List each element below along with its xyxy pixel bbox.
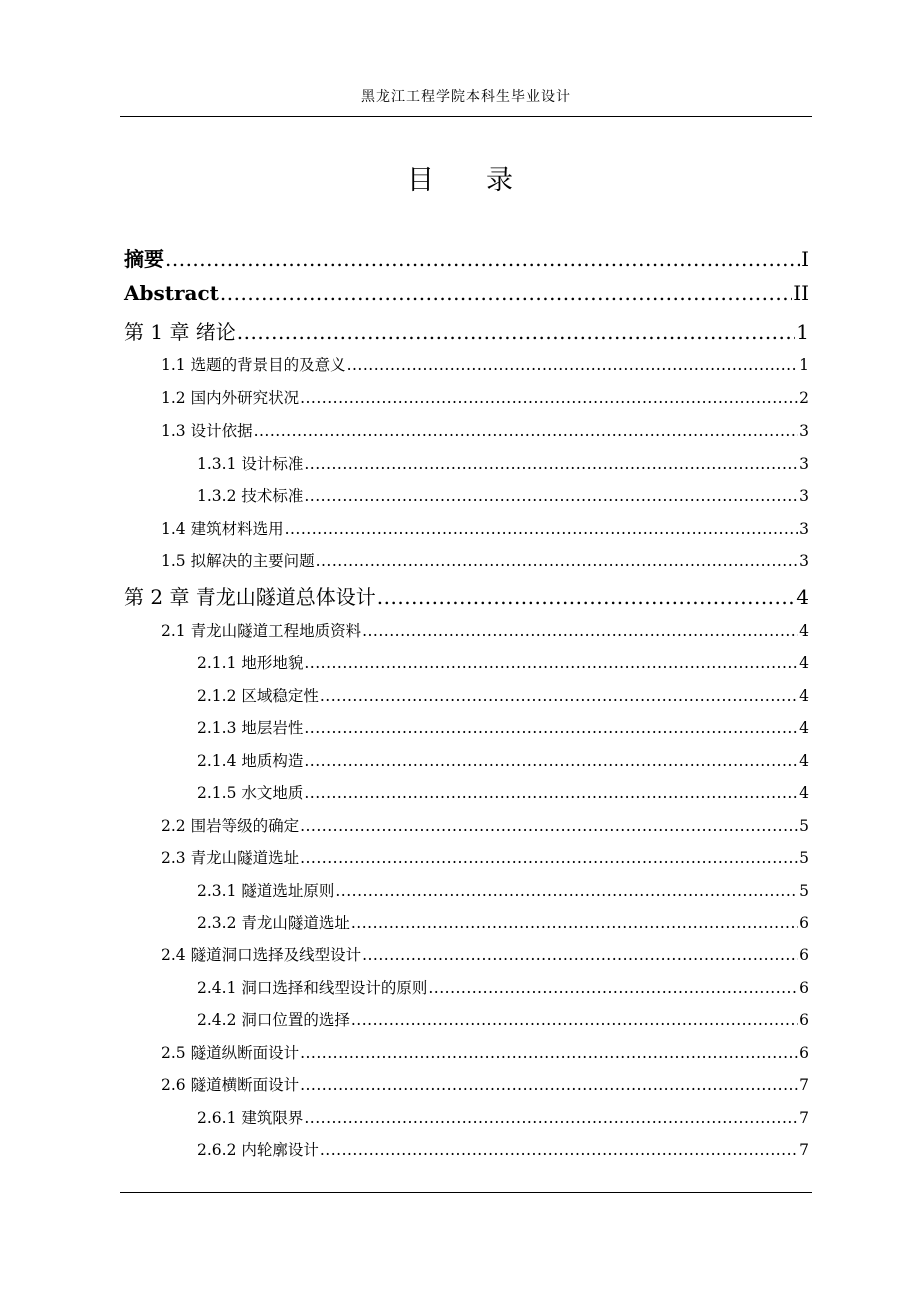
toc-leader (304, 455, 798, 473)
toc-page: 7 (799, 1076, 809, 1094)
toc-entry[interactable] (197, 976, 809, 998)
toc-page: 4 (799, 752, 809, 770)
toc-page: 7 (799, 1141, 809, 1159)
toc-leader (304, 719, 798, 737)
toc-page: 3 (799, 487, 809, 505)
toc-label: 1.2 国内外研究状况 (161, 389, 300, 407)
toc-leader (335, 882, 798, 900)
toc-entry[interactable] (161, 846, 809, 868)
toc-label: 2.1 青龙山隧道工程地质资料 (161, 622, 362, 640)
toc-label: 2.1.3 地层岩性 (197, 719, 304, 737)
toc-entry[interactable] (197, 452, 809, 474)
toc-entry[interactable] (161, 814, 809, 836)
toc-label: 2.3.2 青龙山隧道选址 (197, 914, 350, 932)
toc-leader (304, 752, 798, 770)
toc-entry[interactable] (197, 1106, 809, 1128)
toc-page: 3 (799, 520, 809, 538)
toc-page: I (801, 247, 809, 271)
toc-entry[interactable] (197, 781, 809, 803)
toc-page: 3 (799, 552, 809, 570)
toc-leader (300, 849, 798, 867)
toc-leader (304, 1109, 798, 1127)
toc-page: 6 (799, 979, 809, 997)
toc-leader (351, 914, 798, 932)
toc-entry[interactable] (197, 1008, 809, 1030)
toc-entry[interactable] (161, 353, 809, 375)
toc-leader (220, 281, 792, 305)
toc-leader (304, 487, 798, 505)
toc-leader (377, 585, 795, 609)
footer-rule (120, 1192, 812, 1193)
toc-page: 4 (799, 622, 809, 640)
toc-leader (351, 1011, 798, 1029)
toc-page: 5 (799, 817, 809, 835)
header-rule (120, 116, 812, 117)
toc-entry[interactable] (161, 943, 809, 965)
toc-leader (304, 784, 798, 802)
page-header: 黑龙江工程学院本科生毕业设计 (361, 89, 571, 105)
toc-label: 2.3 青龙山隧道选址 (161, 849, 300, 867)
toc-page: 4 (799, 687, 809, 705)
toc-page: 7 (799, 1109, 809, 1127)
title-char-1: 目 (407, 165, 434, 196)
toc-leader (254, 422, 799, 440)
toc-leader (300, 817, 798, 835)
toc-entry[interactable] (161, 517, 809, 539)
toc-label: 2.6 隧道横断面设计 (161, 1076, 300, 1094)
toc-label: 2.1.2 区域稳定性 (197, 687, 319, 705)
toc-leader (320, 1141, 798, 1159)
toc-label: 1.4 建筑材料选用 (161, 520, 284, 538)
toc-label: 2.4 隧道洞口选择及线型设计 (161, 946, 362, 964)
title-char-2: 录 (486, 165, 513, 196)
toc-page: 6 (799, 946, 809, 964)
toc-leader (428, 979, 798, 997)
toc-label: 2.1.4 地质构造 (197, 752, 304, 770)
toc-label: 第 2 章 青龙山隧道总体设计 (124, 585, 376, 609)
toc-entry[interactable] (124, 316, 809, 345)
toc-leader (316, 552, 799, 570)
toc-leader (300, 389, 798, 407)
toc-entry[interactable] (197, 651, 809, 673)
toc-page: 1 (799, 356, 809, 374)
toc-label: 1.3 设计依据 (161, 422, 253, 440)
toc-entry[interactable] (124, 243, 809, 272)
toc-entry[interactable] (161, 549, 809, 571)
toc-entry[interactable] (124, 281, 809, 305)
toc-label: 1.3.1 设计标准 (197, 455, 304, 473)
toc-label: 2.2 围岩等级的确定 (161, 817, 300, 835)
toc-entry[interactable] (197, 1138, 809, 1160)
toc-page: 4 (799, 784, 809, 802)
toc-label: 2.6.2 内轮廓设计 (197, 1141, 319, 1159)
toc-page: 5 (799, 849, 809, 867)
toc-label: 摘要 (124, 247, 164, 271)
toc-entry[interactable] (197, 716, 809, 738)
toc-label: Abstract (124, 281, 219, 305)
toc-label: 1.5 拟解决的主要问题 (161, 552, 315, 570)
toc-label: 2.6.1 建筑限界 (197, 1109, 304, 1127)
toc-page: 6 (799, 1011, 809, 1029)
toc-leader (304, 654, 798, 672)
toc-leader (300, 1076, 798, 1094)
toc-leader (347, 356, 799, 374)
toc-label: 2.5 隧道纵断面设计 (161, 1044, 300, 1062)
toc-page: 6 (799, 914, 809, 932)
toc-entry[interactable] (161, 419, 809, 441)
toc-label: 2.4.1 洞口选择和线型设计的原则 (197, 979, 428, 997)
toc-label: 第 1 章 绪论 (124, 320, 236, 344)
toc-leader (300, 1044, 798, 1062)
toc-entry[interactable] (197, 749, 809, 771)
toc-label: 1.3.2 技术标准 (197, 487, 304, 505)
toc-page: 3 (799, 455, 809, 473)
toc-page: II (793, 281, 809, 305)
toc-leader (165, 247, 800, 271)
toc-page: 1 (796, 320, 809, 344)
toc-entry[interactable] (161, 1041, 809, 1063)
toc-entry[interactable] (124, 581, 809, 610)
toc-label: 1.1 选题的背景目的及意义 (161, 356, 346, 374)
toc-label: 2.4.2 洞口位置的选择 (197, 1011, 350, 1029)
toc-page: 3 (799, 422, 809, 440)
toc-entry[interactable] (161, 386, 809, 408)
toc-page: 5 (799, 882, 809, 900)
toc-leader (362, 622, 798, 640)
toc-label: 2.3.1 隧道选址原则 (197, 882, 335, 900)
toc-entry[interactable] (197, 484, 809, 506)
toc-entry[interactable] (197, 879, 809, 901)
toc-entry[interactable] (197, 911, 809, 933)
page-title (0, 158, 920, 197)
toc-leader (237, 320, 795, 344)
toc-page: 4 (796, 585, 809, 609)
toc-page: 2 (799, 389, 809, 407)
toc-entry[interactable] (161, 1073, 809, 1095)
toc-entry[interactable] (197, 684, 809, 706)
toc-page: 4 (799, 654, 809, 672)
toc-leader (320, 687, 798, 705)
toc-page: 6 (799, 1044, 809, 1062)
toc-entry[interactable] (161, 619, 809, 641)
toc-label: 2.1.1 地形地貌 (197, 654, 304, 672)
toc-leader (362, 946, 798, 964)
toc-page: 4 (799, 719, 809, 737)
toc-label: 2.1.5 水文地质 (197, 784, 304, 802)
toc-leader (285, 520, 799, 538)
